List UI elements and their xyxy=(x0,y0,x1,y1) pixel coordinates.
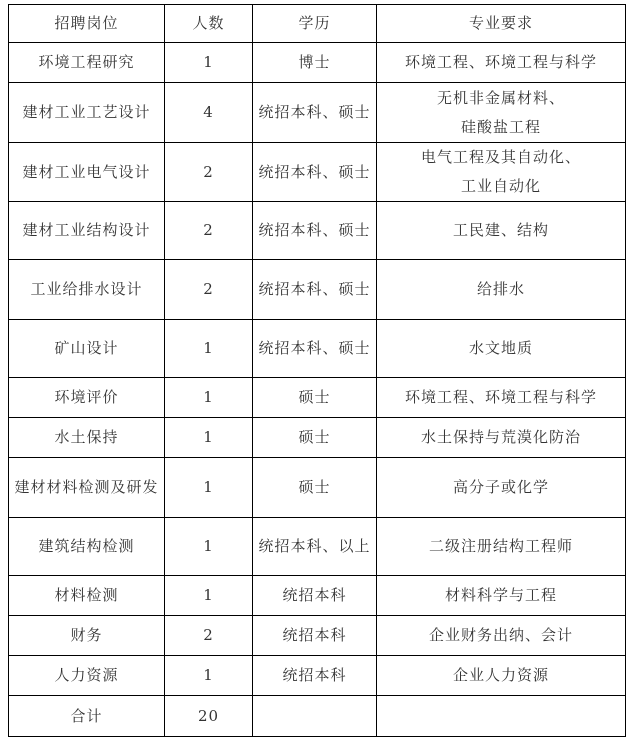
cell-count: 1 xyxy=(165,320,253,378)
table-row xyxy=(9,616,626,656)
cell-count: 4 xyxy=(165,83,253,143)
cell-count: 1 xyxy=(165,656,253,696)
recruitment-table xyxy=(8,4,626,737)
cell-position: 建筑结构检测 xyxy=(9,518,165,576)
table-row xyxy=(9,656,626,696)
table-row xyxy=(9,518,626,576)
cell-education: 统招本科、硕士 xyxy=(253,83,377,143)
cell-count: 2 xyxy=(165,202,253,260)
cell-education: 硕士 xyxy=(253,378,377,418)
cell-count: 1 xyxy=(165,378,253,418)
table-row xyxy=(9,202,626,260)
cell-position: 环境工程研究 xyxy=(9,43,165,83)
cell-major: 材料科学与工程 xyxy=(377,576,626,616)
cell-major: 二级注册结构工程师 xyxy=(377,518,626,576)
cell-major: 无机非金属材料、 硅酸盐工程 xyxy=(377,83,626,143)
cell-major: 企业财务出纳、会计 xyxy=(377,616,626,656)
table-row xyxy=(9,260,626,320)
cell-count: 1 xyxy=(165,43,253,83)
cell-count: 1 xyxy=(165,418,253,458)
cell-count: 2 xyxy=(165,143,253,202)
cell-major: 电气工程及其自动化、 工业自动化 xyxy=(377,143,626,202)
cell-education: 统招本科、硕士 xyxy=(253,320,377,378)
cell-major: 环境工程、环境工程与科学 xyxy=(377,43,626,83)
cell-education: 硕士 xyxy=(253,458,377,518)
cell-education: 统招本科、以上 xyxy=(253,518,377,576)
cell-count: 1 xyxy=(165,458,253,518)
cell-position: 环境评价 xyxy=(9,378,165,418)
cell-education: 统招本科、硕士 xyxy=(253,143,377,202)
cell-education: 硕士 xyxy=(253,418,377,458)
header-major: 专业要求 xyxy=(377,5,626,43)
table-row xyxy=(9,458,626,518)
header-count: 人数 xyxy=(165,5,253,43)
cell-major: 环境工程、环境工程与科学 xyxy=(377,378,626,418)
table-row xyxy=(9,576,626,616)
cell-position: 建材工业工艺设计 xyxy=(9,83,165,143)
cell-position: 建材材料检测及研发 xyxy=(9,458,165,518)
cell-count: 1 xyxy=(165,518,253,576)
table-row xyxy=(9,320,626,378)
total-major xyxy=(377,696,626,737)
cell-position: 工业给排水设计 xyxy=(9,260,165,320)
cell-major: 企业人力资源 xyxy=(377,656,626,696)
table-row xyxy=(9,83,626,143)
cell-position: 建材工业电气设计 xyxy=(9,143,165,202)
table-row xyxy=(9,143,626,202)
total-count: 20 xyxy=(165,696,253,737)
header-position: 招聘岗位 xyxy=(9,5,165,43)
cell-position: 建材工业结构设计 xyxy=(9,202,165,260)
cell-education: 统招本科 xyxy=(253,656,377,696)
total-education xyxy=(253,696,377,737)
table-row xyxy=(9,378,626,418)
table-row xyxy=(9,43,626,83)
cell-position: 人力资源 xyxy=(9,656,165,696)
cell-major: 高分子或化学 xyxy=(377,458,626,518)
cell-position: 水土保持 xyxy=(9,418,165,458)
cell-education: 统招本科 xyxy=(253,616,377,656)
total-row xyxy=(9,696,626,737)
cell-education: 博士 xyxy=(253,43,377,83)
cell-major: 水土保持与荒漠化防治 xyxy=(377,418,626,458)
cell-count: 2 xyxy=(165,616,253,656)
cell-position: 财务 xyxy=(9,616,165,656)
cell-major: 水文地质 xyxy=(377,320,626,378)
cell-education: 统招本科、硕士 xyxy=(253,202,377,260)
header-education: 学历 xyxy=(253,5,377,43)
cell-count: 1 xyxy=(165,576,253,616)
total-label: 合计 xyxy=(9,696,165,737)
cell-education: 统招本科 xyxy=(253,576,377,616)
cell-position: 矿山设计 xyxy=(9,320,165,378)
cell-major: 给排水 xyxy=(377,260,626,320)
cell-education: 统招本科、硕士 xyxy=(253,260,377,320)
cell-major: 工民建、结构 xyxy=(377,202,626,260)
cell-position: 材料检测 xyxy=(9,576,165,616)
header-row xyxy=(9,5,626,43)
cell-count: 2 xyxy=(165,260,253,320)
table-row xyxy=(9,418,626,458)
